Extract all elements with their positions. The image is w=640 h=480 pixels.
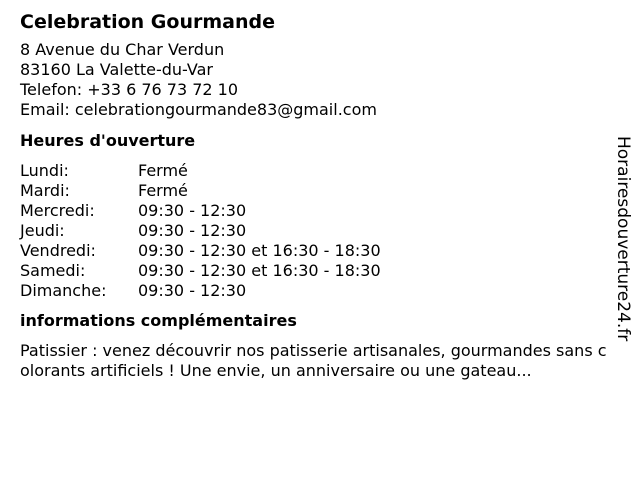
hours-day: Samedi: <box>20 261 86 280</box>
business-name: Celebration Gourmande <box>20 11 275 33</box>
hours-row <box>20 261 620 281</box>
postal-city: 83160 La Valette-du-Var <box>20 60 213 79</box>
hours-time: Fermé <box>138 161 188 180</box>
hours-time: 09:30 - 12:30 et 16:30 - 18:30 <box>138 261 381 280</box>
site-watermark: Horairesdouverture24.fr <box>613 136 633 342</box>
hours-table <box>20 161 620 301</box>
hours-row <box>20 221 620 241</box>
phone-number: Telefon: +33 6 76 73 72 10 <box>20 80 239 99</box>
hours-day: Dimanche: <box>20 281 107 300</box>
info-heading: informations complémentaires <box>20 311 297 330</box>
street-address: 8 Avenue du Char Verdun <box>20 40 225 59</box>
hours-row <box>20 241 620 261</box>
hours-row <box>20 281 620 301</box>
hours-time: 09:30 - 12:30 et 16:30 - 18:30 <box>138 241 381 260</box>
hours-day: Vendredi: <box>20 241 96 260</box>
address-block <box>20 40 620 120</box>
business-card <box>20 10 620 381</box>
hours-time: 09:30 - 12:30 <box>138 221 247 240</box>
hours-day: Lundi: <box>20 161 69 180</box>
hours-day: Mercredi: <box>20 201 95 220</box>
info-description: Patissier : venez découvrir nos patisserie artisanales, gourmandes sans colorants artificiels ! Une envie, un anniversaire ou une gateau... <box>20 341 607 380</box>
hours-time: 09:30 - 12:30 <box>138 281 247 300</box>
hours-heading: Heures d'ouverture <box>20 131 196 150</box>
hours-row <box>20 201 620 221</box>
hours-day: Mardi: <box>20 181 70 200</box>
hours-row <box>20 161 620 181</box>
email-address: Email: celebrationgourmande83@gmail.com <box>20 100 377 119</box>
hours-time: 09:30 - 12:30 <box>138 201 247 220</box>
hours-time: Fermé <box>138 181 188 200</box>
hours-row <box>20 181 620 201</box>
hours-day: Jeudi: <box>20 221 65 240</box>
